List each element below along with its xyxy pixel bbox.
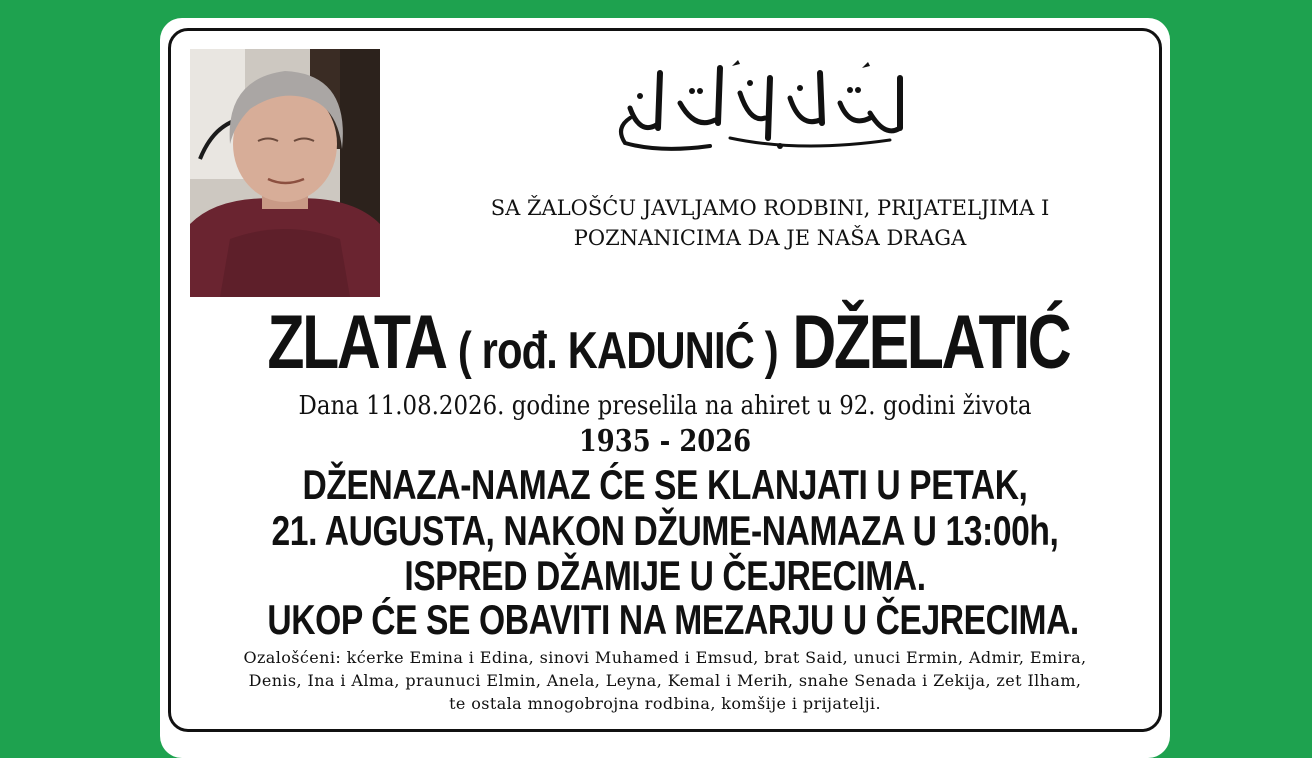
announcement-line-2: 21. AUGUSTA, NAKON DŽUME-NAMAZA U 13:00h, — [271, 507, 1059, 554]
first-name: ZLATA — [267, 300, 444, 385]
intro-text — [420, 193, 1120, 253]
mourners-line-1: Ozalošćeni: kćerke Emina i Edina, sinovi Muhamed i Emsud, brat Said, unuci Ermin, Admir, Emira, — [243, 648, 1087, 667]
arabic-calligraphy — [600, 58, 940, 158]
intro-line-1: SA ŽALOŠĆU JAVLJAMO RODBINI, PRIJATELJIMA I — [490, 196, 1050, 220]
death-date-line: Dana 11.08.2026. godine preselila na ahiret u 92. godini života — [298, 391, 1032, 421]
announcement-line-1: DŽENAZA-NAMAZ ĆE SE KLANJATI U PETAK, — [302, 461, 1028, 508]
deceased-name — [267, 300, 1070, 394]
life-years: 1935 - 2026 — [578, 424, 752, 459]
intro-line-2: POZNANICIMA DA JE NAŠA DRAGA — [573, 226, 967, 250]
announcement-line-4: UKOP ĆE SE OBAVITI NA MEZARJU U ČEJRECIMA. — [267, 596, 1079, 643]
maiden-name: ( rođ. KADUNIĆ ) — [457, 322, 778, 380]
mourners-line-2: Denis, Ina i Alma, praunuci Elmin, Anela, Leyna, Kemal i Merih, snahe Senada i Zekija, zet Ilham, — [248, 671, 1082, 690]
portrait-photo — [190, 49, 380, 297]
last-name: DŽELATIĆ — [792, 300, 1070, 385]
announcement-line-3: ISPRED DŽAMIJE U ČEJRECIMA. — [404, 552, 926, 599]
mourners-line-3: te ostala mnogobrojna rodbina, komšije i prijatelji. — [449, 694, 881, 713]
